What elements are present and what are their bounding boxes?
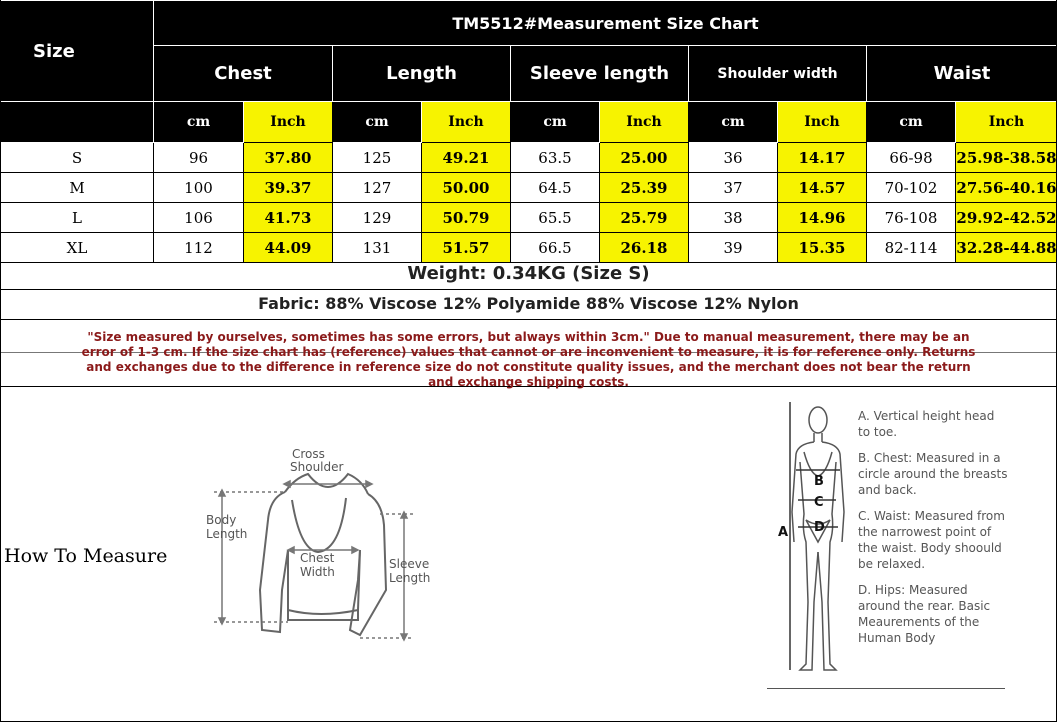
marker-c: C (814, 495, 824, 510)
unit-cm: cm (867, 102, 956, 143)
unit-inch: Inch (422, 102, 511, 143)
length-inch-cell: 50.00 (422, 173, 511, 203)
waist-cm-cell: 82-114 (867, 233, 956, 263)
length-inch-cell: 49.21 (422, 143, 511, 173)
guide-item-b: B. Chest: Measured in a circle around the breasts and back. (858, 451, 1008, 497)
sleeve-inch-cell: 25.39 (600, 173, 689, 203)
shoulder-width-header: Shoulder width (689, 46, 867, 102)
body-measure-diagram (770, 402, 850, 678)
unit-cm: cm (333, 102, 422, 143)
length-cm-cell: 127 (333, 173, 422, 203)
marker-b: B (814, 474, 824, 489)
length-cm-cell: 125 (333, 143, 422, 173)
unit-inch: Inch (600, 102, 689, 143)
shoulder-inch-cell: 14.57 (778, 173, 867, 203)
length-inch-cell: 50.79 (422, 203, 511, 233)
shoulder-cm-cell: 37 (689, 173, 778, 203)
sleeve-cm-cell: 64.5 (511, 173, 600, 203)
sleeve-cm-cell: 63.5 (511, 143, 600, 173)
unit-inch: Inch (956, 102, 1057, 143)
unit-cm: cm (154, 102, 244, 143)
waist-inch-cell: 25.98-38.58 (956, 143, 1057, 173)
shoulder-cm-cell: 38 (689, 203, 778, 233)
marker-a: A (778, 525, 789, 540)
weight-info: Weight: 0.34KG (Size S) (0, 260, 1057, 290)
table-row (1, 173, 1057, 203)
unit-inch: Inch (778, 102, 867, 143)
body-length-label-2: Length (206, 527, 248, 541)
size-notice: "Size measured by ourselves, sometimes has some errors, but always within 3cm." Due to manual measurement, there may be an error of 1-3 cm. If the size chart has (reference) values that cannot or are inconvenient to measure, it is for reference only. Returns and exchanges due to the difference in reference size do not constitute quality issues, and the merchant does not bear the return and exchange shipping costs. (0, 320, 1057, 387)
waist-cm-cell: 76-108 (867, 203, 956, 233)
length-header: Length (333, 46, 511, 102)
sleeve-cm-cell: 66.5 (511, 233, 600, 263)
sleeve-inch-cell: 25.79 (600, 203, 689, 233)
chest-cm-cell: 96 (154, 143, 244, 173)
waist-cm-cell: 70-102 (867, 173, 956, 203)
waist-inch-cell: 29.92-42.52 (956, 203, 1057, 233)
guide-item-d: D. Hips: Measured around the rear. Basic Meaurements of the Human Body (858, 583, 991, 645)
length-cm-cell: 129 (333, 203, 422, 233)
sleeve-length-header: Sleeve length (511, 46, 689, 102)
chest-inch-cell: 37.80 (244, 143, 333, 173)
table-row (1, 143, 1057, 173)
size-header: Size (1, 1, 154, 102)
unit-inch: Inch (244, 102, 333, 143)
guide-item-c: C. Waist: Measured from the narrowest point of the waist. Body shoould be relaxed. (858, 509, 1005, 571)
waist-cm-cell: 66-98 (867, 143, 956, 173)
shoulder-inch-cell: 14.96 (778, 203, 867, 233)
length-cm-cell: 131 (333, 233, 422, 263)
table-row (1, 203, 1057, 233)
measure-guide-list (858, 408, 1008, 646)
size-cell: M (1, 173, 154, 203)
sleeve-length-label-1: Sleeve (389, 557, 430, 571)
human-body-icon (792, 407, 844, 670)
shoulder-inch-cell: 14.17 (778, 143, 867, 173)
table-row (1, 233, 1057, 263)
garment-measure-diagram (200, 440, 450, 650)
chest-cm-cell: 106 (154, 203, 244, 233)
chart-title: TM5512#Measurement Size Chart (154, 1, 1057, 46)
waist-header: Waist (867, 46, 1057, 102)
body-length-label-1: Body (206, 513, 237, 527)
sleeve-length-label-2: Length (389, 571, 431, 585)
chest-width-label-2: Width (300, 565, 335, 579)
size-cell: L (1, 203, 154, 233)
chest-cm-cell: 112 (154, 233, 244, 263)
size-cell: XL (1, 233, 154, 263)
size-chart-table (0, 0, 1057, 263)
chest-inch-cell: 41.73 (244, 203, 333, 233)
chest-inch-cell: 39.37 (244, 173, 333, 203)
marker-d: D (814, 520, 825, 535)
length-inch-cell: 51.57 (422, 233, 511, 263)
cross-shoulder-label-2: Shoulder (290, 460, 344, 474)
how-to-measure-label: How To Measure (4, 545, 168, 567)
shoulder-inch-cell: 15.35 (778, 233, 867, 263)
fabric-info: Fabric: 88% Viscose 12% Polyamide 88% Viscose 12% Nylon (0, 290, 1057, 320)
guide-underline (767, 688, 1005, 689)
cross-shoulder-label-1: Cross (292, 447, 325, 461)
chest-width-label-1: Chest (300, 551, 335, 565)
unit-cm: cm (689, 102, 778, 143)
sleeve-inch-cell: 26.18 (600, 233, 689, 263)
chest-cm-cell: 100 (154, 173, 244, 203)
shoulder-cm-cell: 36 (689, 143, 778, 173)
sleeve-inch-cell: 25.00 (600, 143, 689, 173)
size-cell: S (1, 143, 154, 173)
sleeve-cm-cell: 65.5 (511, 203, 600, 233)
waist-inch-cell: 32.28-44.88 (956, 233, 1057, 263)
size-header-spacer (1, 102, 154, 143)
guide-item-a: A. Vertical height head to toe. (858, 409, 995, 439)
waist-inch-cell: 27.56-40.16 (956, 173, 1057, 203)
shoulder-cm-cell: 39 (689, 233, 778, 263)
chest-header: Chest (154, 46, 333, 102)
unit-cm: cm (511, 102, 600, 143)
chest-inch-cell: 44.09 (244, 233, 333, 263)
